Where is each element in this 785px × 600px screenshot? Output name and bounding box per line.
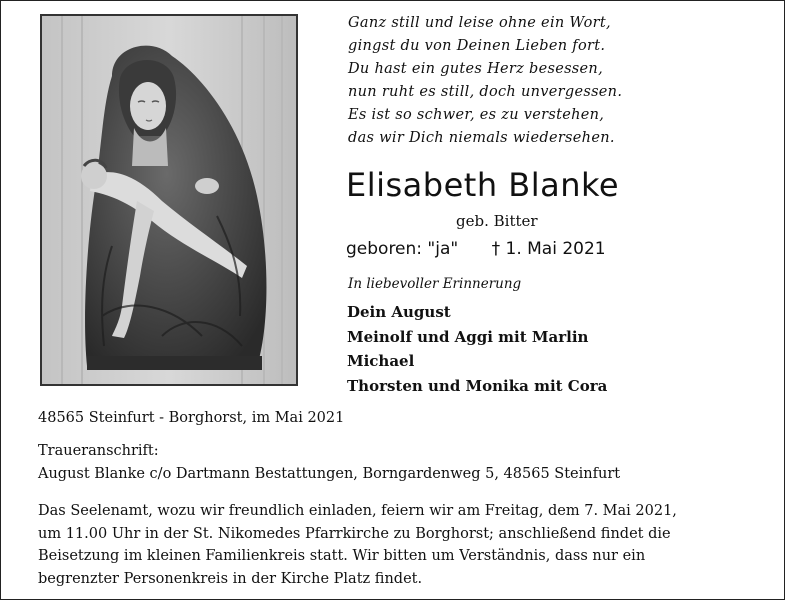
- birth-name: geb. Bitter: [456, 212, 538, 230]
- service-line: um 11.00 Uhr in der St. Nikomedes Pfarrkirche zu Borghorst; anschließend findet die: [38, 525, 671, 542]
- pieta-sculpture-photo: [40, 14, 298, 386]
- mourner-name: Thorsten und Monika mit Cora: [347, 376, 608, 395]
- memory-intro: In liebevoller Erinnerung: [348, 276, 522, 292]
- place-and-date: 48565 Steinfurt - Borghorst, im Mai 2021: [38, 410, 345, 426]
- service-announcement: [38, 500, 677, 590]
- poem-line: Du hast ein gutes Herz besessen,: [348, 61, 603, 77]
- mourner-name: Meinolf und Aggi mit Marlin: [347, 327, 589, 346]
- mourners-list: [347, 300, 607, 398]
- poem-line: das wir Dich niemals wiedersehen.: [348, 130, 615, 146]
- mourner-name: Michael: [347, 352, 415, 370]
- service-line: Das Seelenamt, wozu wir freundlich einladen, feiern wir am Freitag, dem 7. Mai 2021,: [38, 503, 677, 519]
- service-line: begrenzter Personenkreis in der Kirche Platz findet.: [38, 570, 423, 587]
- condolence-address-label: Traueranschrift:: [38, 443, 159, 459]
- poem-line: gingst du von Deinen Lieben fort.: [348, 38, 606, 54]
- death-date: † 1. Mai 2021: [491, 239, 606, 259]
- service-line: Beisetzung im kleinen Familienkreis statt. Wir bitten um Verständnis, dass nur ein: [38, 548, 646, 564]
- life-dates: [346, 239, 606, 259]
- poem-line: Es ist so schwer, es zu verstehen,: [348, 107, 605, 123]
- poem-line: Ganz still und leise ohne ein Wort,: [348, 15, 611, 31]
- birth-date: geboren: "ja": [346, 239, 459, 259]
- pieta-sculpture-image: [42, 16, 296, 384]
- poem-line: nun ruht es still, doch unvergessen.: [348, 84, 623, 100]
- deceased-name: Elisabeth Blanke: [346, 166, 620, 204]
- poem: [348, 12, 622, 150]
- mourner-name: Dein August: [347, 303, 451, 321]
- condolence-address: August Blanke c/o Dartmann Bestattungen, Borngardenweg 5, 48565 Steinfurt: [38, 466, 621, 482]
